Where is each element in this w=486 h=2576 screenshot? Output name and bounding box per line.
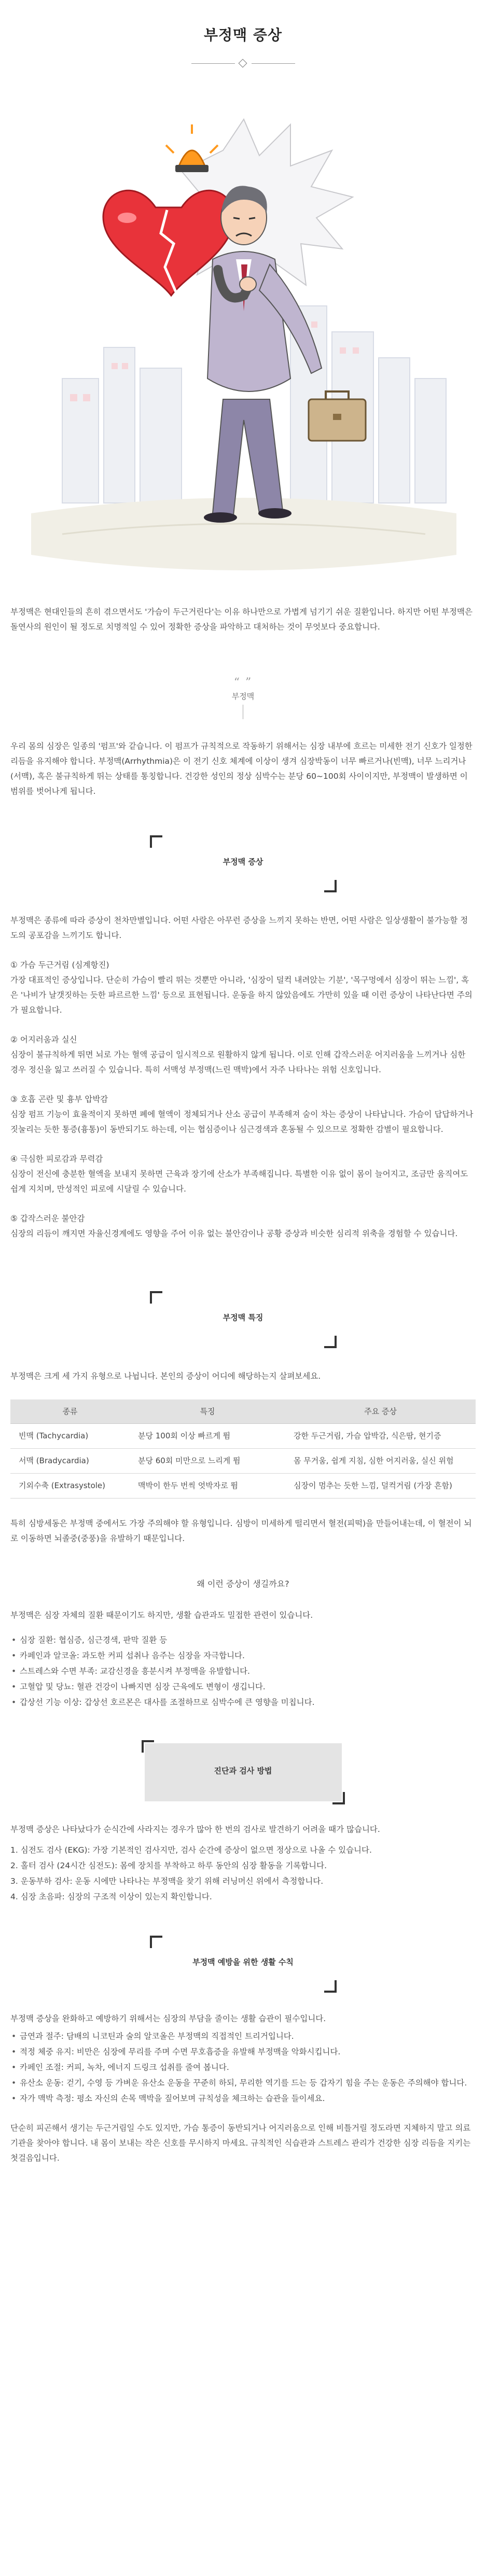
- list-item: • 적정 체중 유지: 비만은 심장에 무리를 주며 수면 무호흡증을 유발해 부정맥을 악화시킵니다.: [10, 2044, 476, 2060]
- lifestyle-heading: 부정맥 예방을 위한 생활 수칙: [192, 1957, 294, 1967]
- lifestyle-outro: 단순히 피곤해서 생기는 두근거림일 수도 있지만, 가슴 통증이 동반되거나 어지러움으로 인해 비틀거릴 정도라면 지체하지 말고 의료기관을 찾아야 합니다. 내 몸이 보내는 작은 신호를 무시하지 마세요. 규칙적인 식습관과 스트레스 관리가 건강한 심장 리듬을 지키는 첫걸음입니다.: [10, 2123, 471, 2163]
- table-cell: 기외수축 (Extrasystole): [10, 1473, 130, 1498]
- table-header-row: [10, 1399, 476, 1423]
- list-item: • 갑상선 기능 이상: 갑상선 호르몬은 대사를 조절하므로 심박수에 큰 영향을 미칩니다.: [10, 1695, 476, 1710]
- page-title: 부정맥 증상: [204, 26, 282, 44]
- table-cell: 분당 60회 미만으로 느리게 뜀: [130, 1448, 285, 1473]
- table-row: [10, 1448, 476, 1473]
- list-item: 1. 심전도 검사 (EKG): 가장 기본적인 검사지만, 검사 순간에 증상이 없으면 정상으로 나올 수 있습니다.: [10, 1845, 372, 1855]
- lifestyle-intro: 부정맥 증상을 완화하고 예방하기 위해서는 심장의 부담을 줄이는 생활 습관이 필수입니다.: [10, 2013, 326, 2023]
- lifestyle-list: [0, 2028, 486, 2106]
- intro-paragraph: 부정맥은 현대인들의 흔히 겪으면서도 '가슴이 두근거린다'는 이유 하나만으로 가볍게 넘기기 쉬운 질환입니다. 하지만 어떤 부정맥은 돌연사의 원인이 될 정도로 치명적일 수 있어 정확한 증상을 파악하고 대처하는 것이 무엇보다 중요합니다.: [10, 607, 473, 632]
- symptom-item: [0, 1152, 486, 1197]
- symptoms-heading: 부정맥 증상: [223, 857, 263, 866]
- lifestyle-heading-box: [150, 1936, 337, 1993]
- table-cell: 심장이 멈추는 듯한 느낌, 덜컥거림 (가장 흔함): [285, 1473, 476, 1498]
- symptom-body: 심장이 불규칙하게 뛰면 뇌로 가는 혈액 공급이 일시적으로 원활하지 않게 됩니다. 이로 인해 갑작스러운 어지러움을 느끼거나 심한 경우 정신을 잃고 쓰러질 수 있습니다. 특히 서맥성 부정맥(느린 맥박)에서 자주 나타나는 위험 신호입니다.: [10, 1050, 466, 1074]
- table-cell: 몸 무거움, 쉽게 지침, 심한 어지러움, 실신 위험: [285, 1448, 476, 1473]
- symptom-body: 심장의 리듬이 깨지면 자율신경계에도 영향을 주어 이유 없는 불안감이나 공황 증상과 비슷한 심리적 위축을 경험할 수 있습니다.: [10, 1229, 458, 1238]
- diagnosis-list: [0, 1842, 486, 1905]
- list-item: 4. 심장 초음파: 심장의 구조적 이상이 있는지 확인합니다.: [10, 1892, 212, 1901]
- list-item: • 유산소 운동: 걷기, 수영 등 가벼운 유산소 운동을 꾸준히 하되, 무리한 역기를 드는 등 갑자기 힘을 주는 운동은 주의해야 합니다.: [10, 2075, 476, 2091]
- symptom-item: [0, 958, 486, 1018]
- symptoms-heading-box: [150, 835, 337, 892]
- diamond-icon: [238, 59, 247, 68]
- column-header: 종류: [10, 1399, 130, 1423]
- symptom-item: [0, 1032, 486, 1077]
- symptom-list: [0, 958, 486, 1241]
- table-cell: 빈맥 (Tachycardia): [10, 1423, 130, 1448]
- table-row: [10, 1473, 476, 1498]
- list-item: • 심장 질환: 협심증, 심근경색, 판막 질환 등: [10, 1632, 476, 1648]
- symptom-title: ② 어지러움과 실신: [10, 1035, 77, 1044]
- list-item: • 스트레스와 수면 부족: 교감신경을 흥분시켜 부정맥을 유발합니다.: [10, 1663, 476, 1679]
- symptom-body: 가장 대표적인 증상입니다. 단순히 가슴이 빨리 뛰는 것뿐만 아니라, '심장이 덜컥 내려앉는 기분', '목구멍에서 심장이 뛰는 느낌', 혹은 '나비가 날갯짓하는 듯한 파르르한 느낌' 등으로 표현됩니다. 운동을 하지 않았음에도 가만히 있을 때 이런 증상이 나타난다면 주의가 필요합니다.: [10, 975, 473, 1015]
- symptom-title: ③ 호흡 곤란 및 흉부 압박감: [10, 1095, 108, 1104]
- column-header: 특징: [130, 1399, 285, 1423]
- quote-icon: “ ”: [233, 676, 253, 689]
- section-deco: [0, 676, 486, 719]
- types-intro: 부정맥은 크게 세 가지 유형으로 나뉩니다. 본인의 증상이 어디에 해당하는지 살펴보세요.: [10, 1371, 321, 1381]
- diagnosis-heading-box: [145, 1743, 342, 1801]
- list-item: • 카페인과 알코올: 과도한 커피 섭취나 음주는 심장을 자극합니다.: [10, 1648, 476, 1663]
- causes-question: 왜 이런 증상이 생길까요?: [197, 1578, 289, 1589]
- list-item: • 고혈압 및 당뇨: 혈관 건강이 나빠지면 심장 근육에도 변형이 생깁니다.: [10, 1679, 476, 1695]
- symptom-title: ④ 극심한 피로감과 무력감: [10, 1154, 103, 1164]
- symptoms-intro: 부정맥은 종류에 따라 증상이 천차만별입니다. 어떤 사람은 아무런 증상을 느끼지 못하는 반면, 어떤 사람은 일상생활이 불가능할 정도의 공포감을 느끼기도 합니다.: [10, 916, 468, 940]
- list-item: • 금연과 절주: 담배의 니코틴과 술의 알코올은 부정맥의 직접적인 트리거입니다.: [10, 2028, 476, 2044]
- section-subtitle: 부정맥: [231, 692, 255, 701]
- hero-illustration: [0, 88, 486, 586]
- table-row: [10, 1423, 476, 1448]
- list-item: 2. 홀터 검사 (24시간 심전도): 몸에 장치를 부착하고 하루 동안의 심장 활동을 기록합니다.: [10, 1860, 327, 1870]
- types-note: 특히 심방세동은 부정맥 중에서도 가장 주의해야 할 유형입니다. 심방이 미세하게 떨리면서 혈전(피떡)을 만들어내는데, 이 혈전이 뇌로 이동하면 뇌졸중(중풍)을 유발하기 때문입니다.: [10, 1518, 472, 1543]
- title-divider: [191, 60, 295, 67]
- symptom-title: ① 가슴 두근거림 (심계항진): [10, 960, 109, 970]
- column-header: 주요 증상: [285, 1399, 476, 1423]
- list-item: 3. 운동부하 검사: 운동 시에만 나타나는 부정맥을 찾기 위해 러닝머신 위에서 측정합니다.: [10, 1876, 324, 1886]
- causes-intro: 부정맥은 심장 자체의 질환 때문이기도 하지만, 생활 습관과도 밀접한 관련이 있습니다.: [10, 1610, 313, 1620]
- list-item: • 카페인 조절: 커피, 녹차, 에너지 드링크 섭취를 줄여 봅니다.: [10, 2060, 476, 2075]
- symptom-item: [0, 1211, 486, 1241]
- diagnosis-heading: 진단과 검사 방법: [214, 1766, 272, 1775]
- types-heading-box: [150, 1291, 337, 1348]
- symptom-item: [0, 1092, 486, 1137]
- symptom-body: 심장 펌프 기능이 효율적이지 못하면 폐에 혈액이 정체되거나 산소 공급이 부족해져 숨이 차는 증상이 나타납니다. 가슴이 답답하거나 짓눌리는 듯한 통증(흉통)이 동반되기도 하는데, 이는 협심증이나 심근경색과 혼동될 수 있으므로 정확한 감별이 필요합니다.: [10, 1110, 474, 1134]
- types-heading: 부정맥 특징: [223, 1313, 263, 1322]
- table-cell: 분당 100회 이상 빠르게 뜀: [130, 1423, 285, 1448]
- arrhythmia-types-table: [10, 1399, 476, 1499]
- heart-paragraph: 우리 몸의 심장은 일종의 '펌프'와 같습니다. 이 펌프가 규칙적으로 작동하기 위해서는 심장 내부에 흐르는 미세한 전기 신호가 일정한 리듬을 유지해야 합니다. 부정맥(Arrhythmia)은 이 전기 신호 체계에 이상이 생겨 심장박동이 너무 빠르거나(빈맥), 너무 느리거나(서맥), 혹은 불규칙하게 뛰는 상태를 통칭합니다. 건강한 성인의 정상 심박수는 분당 60~100회 사이이지만, 부정맥이 발생하면 이 범위를 벗어나게 됩니다.: [10, 741, 473, 796]
- list-item: • 자가 맥박 측정: 평소 자신의 손목 맥박을 짚어보며 규칙성을 체크하는 습관을 들이세요.: [10, 2091, 476, 2106]
- symptom-body: 심장이 전신에 충분한 혈액을 보내지 못하면 근육과 장기에 산소가 부족해집니다. 특별한 이유 없이 몸이 늘어지고, 조금만 움직여도 쉽게 지치며, 만성적인 피로에 시달릴 수 있습니다.: [10, 1169, 468, 1194]
- briefcase-icon: [309, 391, 366, 441]
- table-cell: 강한 두근거림, 가슴 압박감, 식은땀, 현기증: [285, 1423, 476, 1448]
- man-clutching-chest-illustration: [0, 88, 486, 586]
- diagnosis-intro: 부정맥 증상은 나타났다가 순식간에 사라지는 경우가 많아 한 번의 검사로 발견하기 어려울 때가 많습니다.: [10, 1824, 380, 1834]
- table-cell: 서맥 (Bradycardia): [10, 1448, 130, 1473]
- symptom-title: ⑤ 갑작스러운 불안감: [10, 1214, 85, 1223]
- table-cell: 맥박이 한두 번씩 엇박자로 뜀: [130, 1473, 285, 1498]
- causes-list: [0, 1632, 486, 1710]
